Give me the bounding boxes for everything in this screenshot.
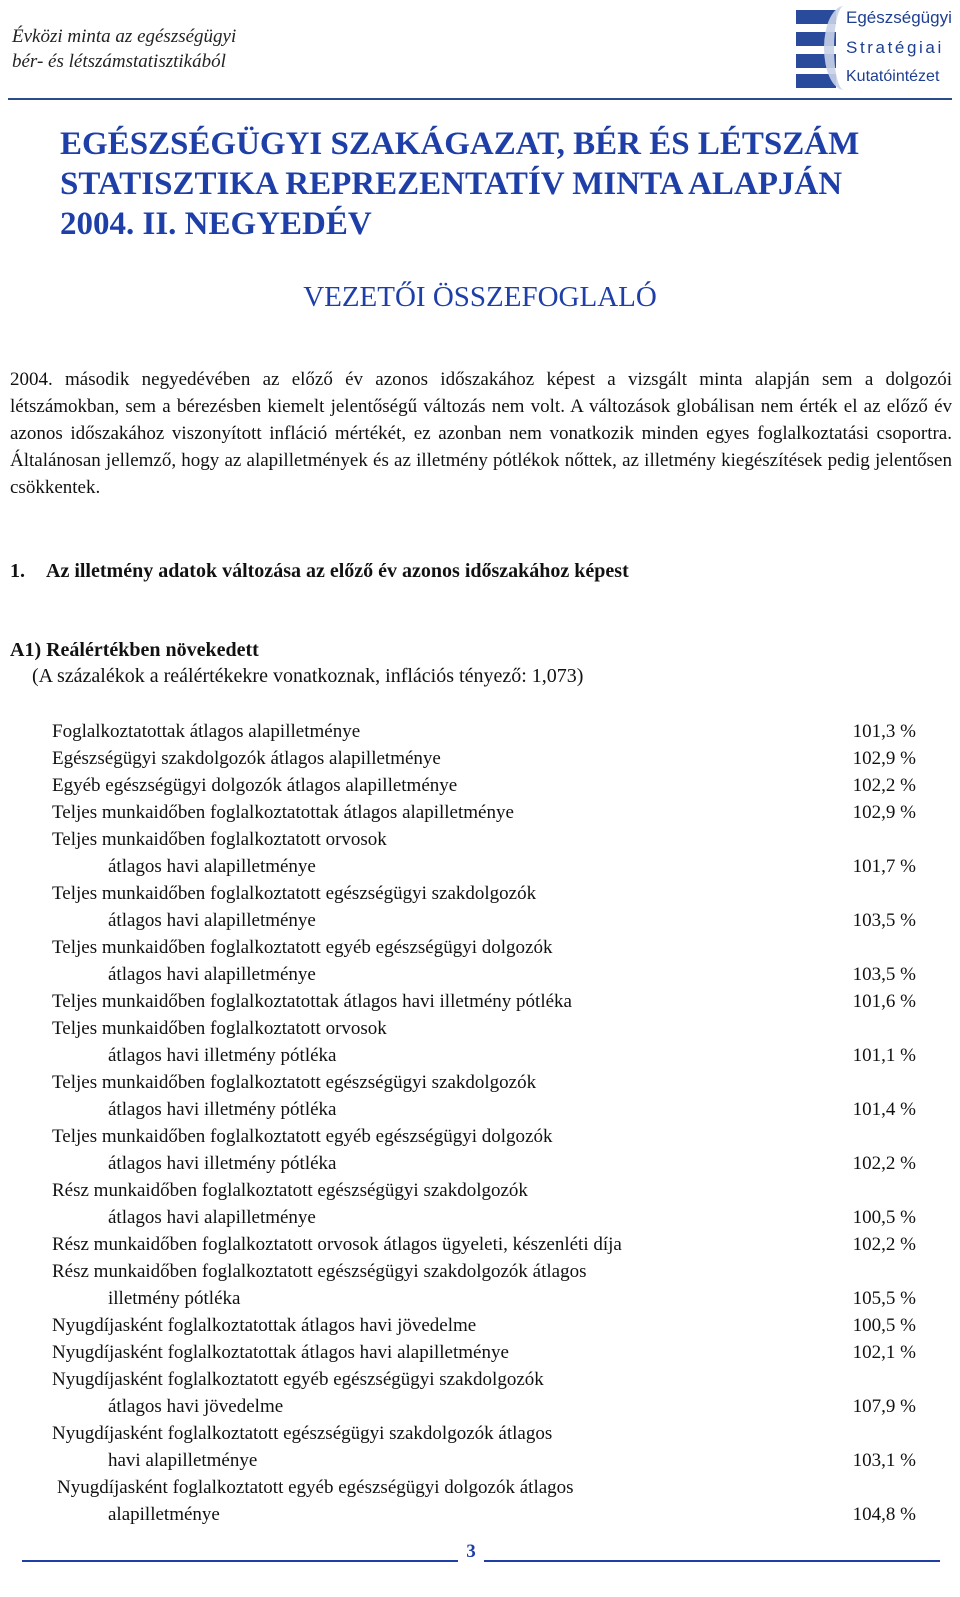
- indicator-label: Rész munkaidőben foglalkoztatott egészségügyi szakdolgozók átlagos: [52, 1261, 587, 1282]
- title-line-1: EGÉSZSÉGÜGYI SZAKÁGAZAT, BÉR ÉS LÉTSZÁM: [60, 126, 860, 162]
- indicator-row: [0, 934, 960, 988]
- subsection-heading: A1) Reálértékben növekedett: [10, 639, 259, 661]
- indicator-row: [0, 1015, 960, 1069]
- indicator-row: [0, 1366, 960, 1420]
- indicator-row: [0, 1312, 960, 1339]
- indicator-value: 101,4 %: [852, 1099, 916, 1120]
- indicator-value: 101,3 %: [852, 721, 916, 742]
- indicator-label-continued: átlagos havi alapilletménye: [108, 856, 316, 877]
- indicator-label: Teljes munkaidőben foglalkoztatottak átlagos havi illetmény pótléka: [52, 991, 572, 1012]
- document-subtitle: VEZETŐI ÖSSZEFOGLALÓ: [303, 281, 657, 313]
- indicator-label-continued: alapilletménye: [108, 1504, 220, 1525]
- indicator-label-continued: átlagos havi alapilletménye: [108, 1207, 316, 1228]
- section-heading: [10, 558, 629, 584]
- section-title: Az illetmény adatok változása az előző év azonos időszakához képest: [46, 560, 629, 582]
- indicator-row: [0, 1474, 960, 1528]
- indicator-row: [0, 880, 960, 934]
- indicator-value: 100,5 %: [852, 1315, 916, 1336]
- indicator-row: [0, 826, 960, 880]
- indicator-row: [0, 1258, 960, 1312]
- indicator-label: Teljes munkaidőben foglalkoztatott egyéb egészségügyi dolgozók: [52, 1126, 553, 1147]
- indicator-row: [0, 799, 960, 826]
- logo-text-line-1: Egészségügyi: [846, 8, 952, 27]
- indicator-label: Nyugdíjasként foglalkoztatottak átlagos havi alapilletménye: [52, 1342, 509, 1363]
- indicator-label: Egyéb egészségügyi dolgozók átlagos alapilletménye: [52, 775, 458, 796]
- indicator-label-continued: átlagos havi illetmény pótléka: [108, 1153, 337, 1174]
- running-header-line-2: bér- és létszámstatisztikából: [12, 51, 226, 72]
- indicator-label: Teljes munkaidőben foglalkoztatott egyéb egészségügyi dolgozók: [52, 937, 553, 958]
- logo-text-line-3: Kutatóintézet: [846, 68, 940, 85]
- indicator-value: 105,5 %: [852, 1288, 916, 1309]
- indicator-label: Foglalkoztatottak átlagos alapilletménye: [52, 721, 361, 742]
- indicator-row: [0, 1177, 960, 1231]
- indicator-label-continued: átlagos havi alapilletménye: [108, 910, 316, 931]
- indicator-label: Nyugdíjasként foglalkoztatott egyéb egészségügyi szakdolgozók: [52, 1369, 544, 1390]
- indicator-label: Teljes munkaidőben foglalkoztatottak átlagos alapilletménye: [52, 802, 514, 823]
- indicator-label: Teljes munkaidőben foglalkoztatott egészségügyi szakdolgozók: [52, 1072, 537, 1093]
- indicator-value: 104,8 %: [852, 1504, 916, 1525]
- indicator-label-continued: átlagos havi alapilletménye: [108, 964, 316, 985]
- footer-rule-left: [22, 1560, 458, 1562]
- indicator-value: 103,5 %: [852, 964, 916, 985]
- running-header-line-1: Évközi minta az egészségügyi: [12, 26, 237, 47]
- indicator-row: [0, 745, 960, 772]
- indicator-value: 101,7 %: [852, 856, 916, 877]
- title-line-3: 2004. II. NEGYEDÉV: [60, 206, 372, 242]
- indicator-value: 107,9 %: [852, 1396, 916, 1417]
- header-rule: [8, 98, 952, 100]
- indicator-value: 102,2 %: [852, 1234, 916, 1255]
- indicator-row: [0, 988, 960, 1015]
- indicator-row: [0, 1123, 960, 1177]
- indicator-value: 100,5 %: [852, 1207, 916, 1228]
- institute-logo: [796, 4, 956, 92]
- indicator-label: Rész munkaidőben foglalkoztatott egészségügyi szakdolgozók: [52, 1180, 528, 1201]
- indicator-value: 103,1 %: [852, 1450, 916, 1471]
- indicator-label: Teljes munkaidőben foglalkoztatott orvosok: [52, 1018, 387, 1039]
- indicator-value: 102,2 %: [852, 775, 916, 796]
- page-header: [0, 0, 960, 100]
- indicator-label: Nyugdíjasként foglalkoztatott egyéb egészségügyi dolgozók átlagos: [57, 1477, 574, 1498]
- indicator-label: Teljes munkaidőben foglalkoztatott egészségügyi szakdolgozók: [52, 883, 537, 904]
- indicator-value: 102,9 %: [852, 802, 916, 823]
- indicator-label: Egészségügyi szakdolgozók átlagos alapilletménye: [52, 748, 441, 769]
- indicator-value: 102,1 %: [852, 1342, 916, 1363]
- indicator-value: 101,6 %: [852, 991, 916, 1012]
- indicator-row: [0, 772, 960, 799]
- indicator-label: Nyugdíjasként foglalkoztatottak átlagos havi jövedelme: [52, 1315, 477, 1336]
- logo-text-line-2: Stratégiai: [846, 38, 944, 57]
- section-number: 1.: [10, 560, 25, 582]
- indicator-row: [0, 1339, 960, 1366]
- subsection-note: (A százalékok a reálértékekre vonatkoznak, inflációs tényező: 1,073): [32, 665, 584, 687]
- indicator-label-continued: átlagos havi illetmény pótléka: [108, 1099, 337, 1120]
- indicator-label-continued: illetmény pótléka: [108, 1288, 241, 1309]
- intro-paragraph: 2004. második negyedévében az előző év azonos időszakához képest a vizsgált minta alapján sem a dolgozói létszámokban, sem a bérezésben kiemelt jelentőségű változás nem volt. A változások globálisan nem érték el az előző év azonos időszakához viszonyított infláció mértékét, ez azonban nem vonatkozik minden egyes foglalkoztatási csoportra. Általánosan jellemző, hogy az alapilletmények és az illetmény pótlékok nőttek, az illetmény kiegészítések pedig jelentősen csökkentek.: [10, 369, 952, 498]
- indicator-row: [0, 1420, 960, 1474]
- indicator-label-continued: átlagos havi jövedelme: [108, 1396, 284, 1417]
- title-line-2: STATISZTIKA REPREZENTATÍV MINTA ALAPJÁN: [60, 166, 843, 202]
- indicator-list: [0, 718, 960, 1528]
- indicator-value: 103,5 %: [852, 910, 916, 931]
- indicator-label-continued: átlagos havi illetmény pótléka: [108, 1045, 337, 1066]
- indicator-label: Teljes munkaidőben foglalkoztatott orvosok: [52, 829, 387, 850]
- indicator-value: 102,2 %: [852, 1153, 916, 1174]
- indicator-label: Nyugdíjasként foglalkoztatott egészségügyi szakdolgozók átlagos: [52, 1423, 553, 1444]
- running-header: [12, 24, 236, 74]
- footer-rule-right: [484, 1560, 940, 1562]
- indicator-value: 101,1 %: [852, 1045, 916, 1066]
- indicator-value: 102,9 %: [852, 748, 916, 769]
- document-title: [60, 124, 920, 244]
- indicator-label-continued: havi alapilletménye: [108, 1450, 258, 1471]
- page-number: 3: [466, 1541, 476, 1562]
- indicator-row: [0, 1231, 960, 1258]
- indicator-label: Rész munkaidőben foglalkoztatott orvosok átlagos ügyeleti, készenléti díja: [52, 1234, 622, 1255]
- indicator-row: [0, 1069, 960, 1123]
- indicator-row: [0, 718, 960, 745]
